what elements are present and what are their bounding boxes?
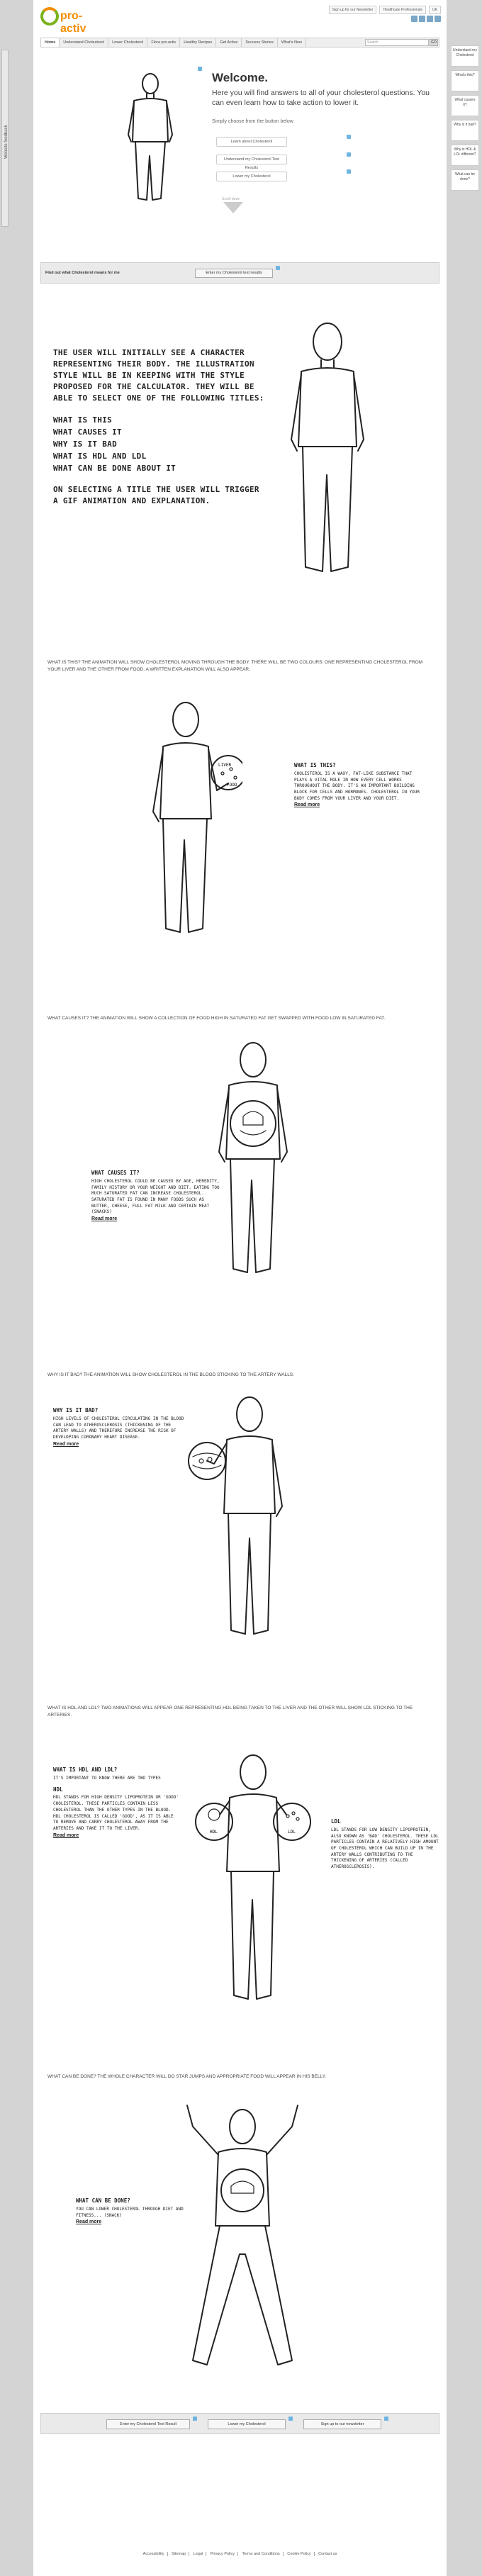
footer-link[interactable]: Contact us (318, 2552, 337, 2556)
footer-link[interactable]: Legal (191, 2552, 206, 2556)
bottom-bar (40, 2413, 439, 2434)
callout-hdl-ldl (53, 1766, 181, 1839)
lower-cholesterol-button[interactable]: Lower my Cholesterol (216, 172, 287, 181)
callout-body: YOU CAN LOWER CHOLESTEROL THROUGH DIET AND FITNESS... (SNACK) (76, 2206, 184, 2218)
enter-results-button[interactable]: Enter my Cholesterol test results (195, 269, 273, 278)
page-title: Welcome. (212, 71, 269, 84)
marker-icon (193, 2417, 197, 2421)
twitter-icon[interactable] (419, 16, 425, 22)
rail-item-what-is-this[interactable]: What's this? (451, 70, 479, 91)
marker-icon (347, 152, 351, 157)
learn-about-button[interactable]: Learn about Cholesterol (216, 137, 287, 147)
country-link[interactable]: UK (429, 6, 441, 14)
label-liver: LIVER (218, 763, 232, 768)
marker-icon (288, 2417, 293, 2421)
notes-trigger: ON SELECTING A TITLE THE USER WILL TRIGGER A GIF ANIMATION AND EXPLANATION. (53, 484, 259, 505)
nav-recipes[interactable]: Healthy Recipes (180, 38, 216, 47)
character-what-causes (203, 1038, 303, 1279)
notes-title: WHY IS IT BAD (53, 439, 117, 449)
callout-title: WHY IS IT BAD? (53, 1407, 99, 1413)
read-more-link[interactable]: Read more (53, 1441, 79, 1447)
hdl-body: HDL STANDS FOR HIGH DENSITY LIPOPROTEIN OR 'GOOD' CHOLESTEROL. THESE PARTICLES CONTAIN LESS CHOLESTEROL THAN THE OTHER TYPES IN THE BLOOD. HDL CHOLESTEROL IS CALLED 'GOOD', AS IT IS ABLE TO REMOVE AND CARRY CHOLESTEROL AWAY FROM THE ARTERIES AND TAKE IT TO THE LIVER. (53, 1795, 179, 1831)
footer-link[interactable]: Privacy Policy (208, 2552, 238, 2556)
scroll-hint: Scroll down (222, 197, 240, 201)
find-label: Find out what Cholesterol means for me (45, 271, 120, 275)
social-icons (411, 16, 441, 22)
label-food: FOOD (227, 783, 237, 788)
understand-results-button[interactable]: Understand my Cholesterol Test Results (216, 155, 287, 164)
marker-icon (276, 266, 280, 270)
notes (53, 347, 266, 517)
section-what-is-this-desc: WHAT IS THIS? THE ANIMATION WILL SHOW CHOLESTEROL MOVING THROUGH THE BODY. THERE WILL BE TWO COLOURS: ONE REPRESENTING CHOLESTEROL FROM YOUR LIVER AND THE OTHER FROM FOOD. A WRITTEN EXPLANATION WILL ALSO APPEAR. (47, 660, 423, 672)
choose-text: Simply choose from the button below (212, 119, 293, 124)
header (33, 0, 447, 37)
label-hdl: HDL (210, 1830, 218, 1835)
lower-cholesterol-bottom-button[interactable]: Lower my Cholesterol (208, 2419, 286, 2429)
marker-icon (198, 67, 202, 71)
footer-link[interactable]: Cookie Policy (284, 2552, 314, 2556)
marker-icon (384, 2417, 388, 2421)
logo-ring-icon (40, 7, 59, 26)
callout-title: WHAT IS HDL AND LDL? (53, 1766, 118, 1773)
read-more-link[interactable]: Read more (91, 1216, 118, 1221)
callout-what-causes (91, 1170, 223, 1223)
read-more-link[interactable]: Read more (76, 2219, 102, 2225)
intro-text: Here you will find answers to all of your cholesterol questions. You can even learn how to take action to lower it. (212, 89, 430, 108)
body-character (281, 319, 374, 581)
right-rail (451, 45, 479, 194)
find-bar (40, 262, 439, 284)
hero-character (118, 71, 182, 206)
page (33, 0, 447, 2576)
rail-item-hdl-ldl[interactable]: Why is HDL & LDL different? (451, 145, 479, 166)
youtube-icon[interactable] (427, 16, 433, 22)
hdl-title: HDL (53, 1786, 63, 1793)
scroll-down-icon[interactable] (223, 202, 243, 213)
rail-item-what-causes[interactable]: What causes it? (451, 95, 479, 116)
nav-flora[interactable]: Flora pro.activ (147, 38, 180, 47)
logo-text: pro-activ (60, 10, 86, 35)
callout-title: WHAT CAN BE DONE? (76, 2197, 130, 2204)
enter-test-result-button[interactable]: Enter my Cholesterol Test Result (106, 2419, 190, 2429)
notes-intro: THE USER WILL INITIALLY SEE A CHARACTER REPRESENTING THEIR BODY. THE ILLUSTRATION STYLE WILL BE IN KEEPING WITH THE STYLE PROPOSED FOR THE CALCULATOR. THEY WILL BE ABLE TO SELECT ONE OF THE FOLLOWING TITLES: (53, 348, 264, 403)
notes-title-list (53, 414, 266, 474)
footer (33, 2552, 447, 2560)
rail-item-understand[interactable]: Understand my Cholesterol (451, 45, 479, 67)
ldl-body: LDL STANDS FOR LOW DENSITY LIPOPROTEIN, ALSO KNOWN AS 'BAD' CHOLESTEROL. THESE LDL PARTICLES CONTAIN A RELATIVELY HIGH AMOUNT OF CHOLESTEROL WHICH CAN BUILD UP IN THE ARTERY WALLS CONTRIBUTING TO THE THICKENING OF ARTERIES (CALLED ATHEROSCLEROSIS). (331, 1827, 439, 1869)
marker-icon (347, 135, 351, 139)
hero (33, 64, 447, 223)
nav-understand[interactable]: Understand Cholesterol (60, 38, 108, 47)
character-hdl-ldl (193, 1751, 313, 2006)
nav-home[interactable]: Home (41, 38, 60, 47)
notes-title: WHAT CAUSES IT (53, 427, 122, 437)
callout-body: HIGH LEVELS OF CHOLESTEROL CIRCULATING IN THE BLOOD CAN LEAD TO ATHEROSCLEROSIS (THICKENING OF THE ARTERY WALLS) AND THEREFORE INCREASE THE RISK OF DEVELOPING CORONARY HEART DISEASE. (53, 1416, 184, 1440)
callout-ldl (331, 1818, 441, 1871)
nav-stories[interactable]: Success Stories (242, 38, 277, 47)
read-more-link[interactable]: Read more (53, 1832, 79, 1838)
notes-title: WHAT CAN BE DONE ABOUT IT (53, 463, 176, 473)
callout-what-is-this (294, 762, 425, 809)
nav-new[interactable]: What's New (278, 38, 306, 47)
footer-link[interactable]: Accessibility (140, 2552, 168, 2556)
callout-title: WHAT CAUSES IT? (91, 1170, 140, 1176)
website-feedback-tab[interactable] (1, 50, 9, 227)
label-ldl: LDL (288, 1830, 296, 1835)
newsletter-signup-button[interactable]: Sign up to our newsletter (303, 2419, 381, 2429)
read-more-link[interactable]: Read more (294, 802, 320, 808)
rail-item-what-can-be-done[interactable]: What can be done? (451, 169, 479, 191)
character-why-bad (186, 1393, 292, 1641)
callout-subtitle: IT'S IMPORTANT TO KNOW THERE ARE TWO TYPES (53, 1775, 161, 1781)
healthcare-link[interactable]: Healthcare Professionals (379, 6, 426, 14)
callout-why-bad (53, 1407, 188, 1448)
rail-item-why-bad[interactable]: Why is it bad? (451, 120, 479, 141)
search-go-button[interactable]: GO (430, 39, 438, 46)
section-what-causes-desc: WHAT CAUSES IT? THE ANIMATION WILL SHOW A COLLECTION OF FOOD HIGH IN SATURATED FAT GET SWAPPED WITH FOOD LOW IN SATURATED FAT. (47, 1016, 386, 1021)
notes-title: WHAT IS HDL AND LDL (53, 451, 147, 461)
character-what-can-be-done (172, 2098, 313, 2382)
logo[interactable] (40, 7, 104, 35)
ldl-title: LDL (331, 1818, 341, 1825)
facebook-icon[interactable] (411, 16, 417, 22)
search-input[interactable]: Search (365, 39, 429, 46)
callout-what-can-be-done (76, 2197, 196, 2226)
callout-title: WHAT IS THIS? (294, 762, 336, 768)
main-nav (40, 38, 439, 47)
nav-lower[interactable]: Lower Cholesterol (108, 38, 147, 47)
email-icon[interactable] (435, 16, 441, 22)
character-what-is-this (143, 698, 242, 939)
feedback-label: Website feedback (4, 125, 9, 159)
notes-title: WHAT IS THIS (53, 415, 113, 425)
section-hdl-ldl-desc: WHAT IS HDL AND LDL? TWO ANIMATIONS WILL APPEAR ONE REPRESENTING HDL BEING TAKEN TO THE LIVER AND THE OTHER WILL SHOW LDL STICKING TO THE ARTERIES. (47, 1706, 413, 1718)
top-links (329, 6, 441, 14)
newsletter-link[interactable]: Sign up for our Newsletter (329, 6, 377, 14)
callout-body: CHOLESTEROL IS A WAXY, FAT-LIKE SUBSTANCE THAT PLAYS A VITAL ROLE IN HOW EVERY CELL WORKS THROUGHOUT THE BODY. IT'S AN IMPORTANT BUILDING BLOCK FOR CELLS AND HORMONES. CHOLESTEROL IN YOUR BODY COMES FROM YOUR LIVER AND YOUR DIET. (294, 771, 420, 801)
nav-active[interactable]: Get Active (216, 38, 242, 47)
callout-body: HIGH CHOLESTEROL COULD BE CAUSED BY AGE, HEREDITY, FAMILY HISTORY OR YOUR WEIGHT AND DIET. EATING TOO MUCH SATURATED FAT CAN INCREASE CHOLESTEROL. SATURATED FAT IS FOUND IN MANY FOODS SUCH AS BUTTER, CHEESE, FULL FAT MILK AND CERTAIN MEAT (SNACKS) (91, 1178, 220, 1215)
footer-link[interactable]: Sitemap (169, 2552, 189, 2556)
footer-link[interactable]: Terms and Conditions (240, 2552, 284, 2556)
marker-icon (347, 169, 351, 174)
section-why-bad-desc: WHY IS IT BAD? THE ANIMATION WILL SHOW CHOLESTEROL IN THE BLOOD STICKING TO THE ARTERY WALLS. (47, 1372, 294, 1377)
section-what-can-be-done-desc: WHAT CAN BE DONE? THE WHOLE CHARACTER WILL DO STAR JUMPS AND APPROPRIATE FOOD WILL APPEAR IN HIS BELLY. (47, 2074, 327, 2079)
